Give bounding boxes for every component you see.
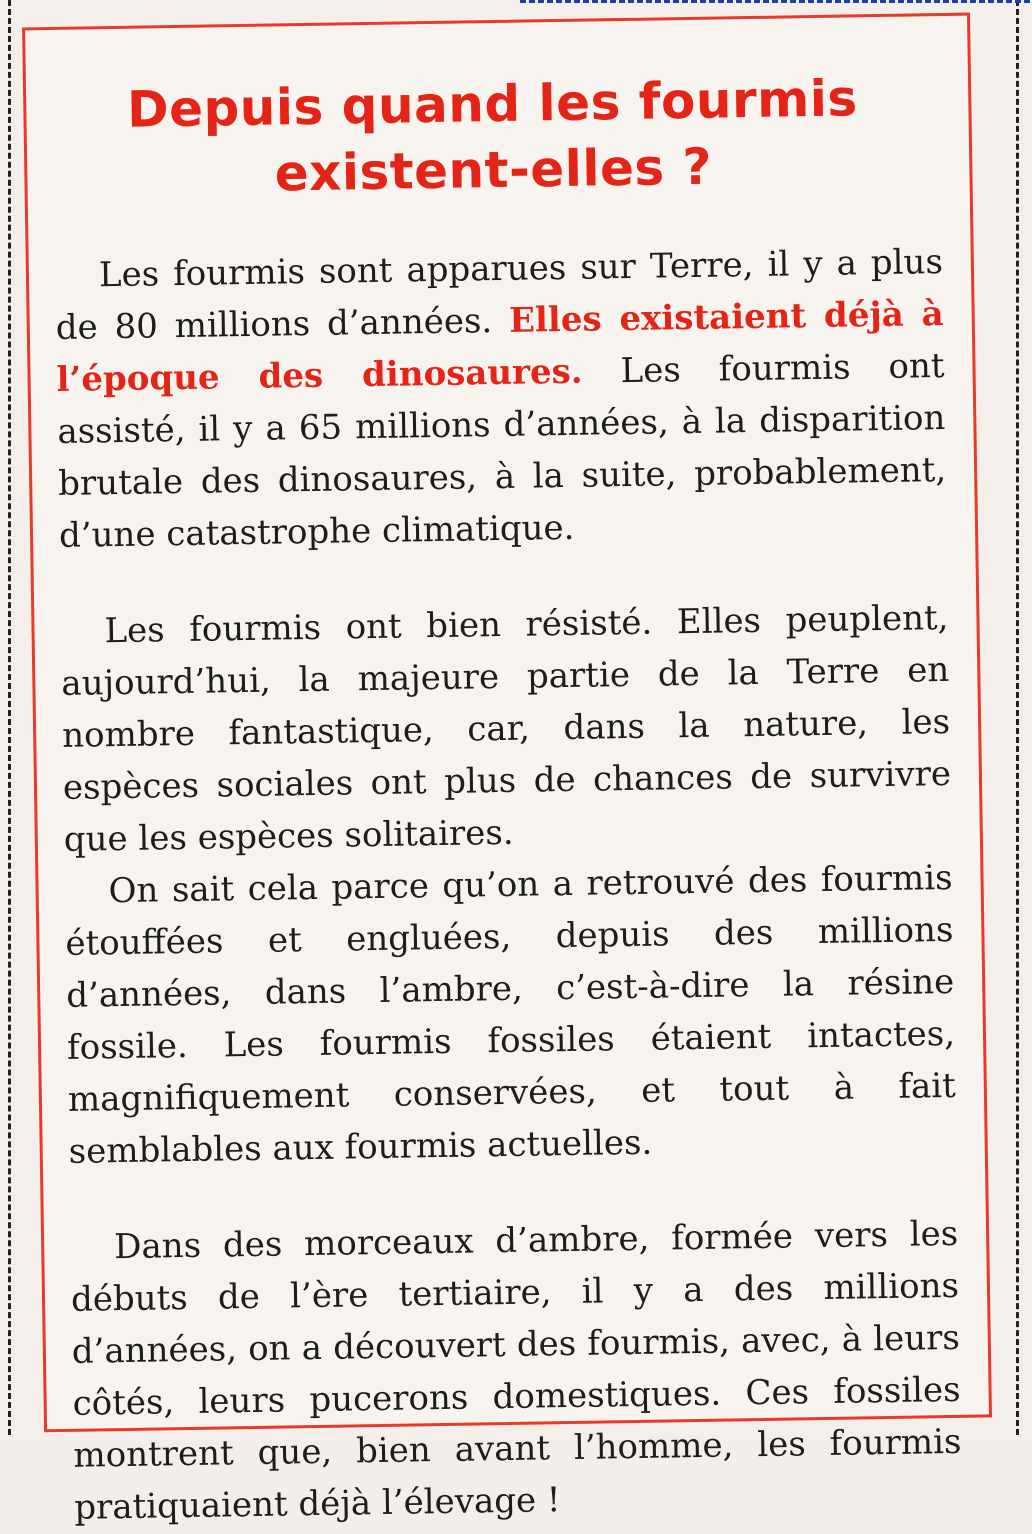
paragraph-2: Les fourmis ont bien résisté. Elles peuplent, aujourd’hui, la majeure partie de la Terre en nombre fantastique, car, dans la nature, les espèces sociales ont plus de chances de survivre que les espèces solitaires. bbox=[61, 597, 952, 860]
cut-line-top bbox=[520, 0, 1030, 3]
article-frame bbox=[22, 13, 992, 1528]
paragraph-4: Dans des morceaux d’ambre, formée vers les débuts de l’ère tertiaire, il y a des millions d’années, on a découvert des fourmis, avec, à leurs côtés, leurs pucerons domestiques. Ces fossiles montrent que, bien avant l’homme, les fourmis pratiquaient déjà l’élevage ! bbox=[70, 1213, 962, 1528]
paragraph-1-highlight: Elles existaient déjà à l’époque des dinosaures. bbox=[56, 294, 944, 400]
paragraph-1 bbox=[55, 236, 948, 562]
cut-line-left bbox=[8, 0, 11, 1435]
article-title: Depuis quand les fourmis existent-elles ? bbox=[126, 69, 859, 203]
paragraph-3: On sait cela parce qu’on a retrouvé des fourmis étouffées et engluées, depuis des millions d’années, dans l’ambre, c’est-à-dire la résine fossile. Les fourmis fossiles étaient intactes, magnifiquement conservées, et tout à fait semblables aux fourmis actuelles. bbox=[65, 857, 957, 1172]
paragraph-1-end: Les fourmis ont assisté, il y a 65 millions d’années, à la disparition brutale des dinosaures, à la suite, probablement, d’une catastrophe climatique. bbox=[57, 346, 947, 556]
cut-line-right bbox=[1016, 0, 1019, 1435]
article-body bbox=[55, 236, 963, 1534]
paragraph-1-start: Les fourmis sont apparues sur Terre, il y a plus de 80 millions d’années. bbox=[55, 242, 944, 348]
